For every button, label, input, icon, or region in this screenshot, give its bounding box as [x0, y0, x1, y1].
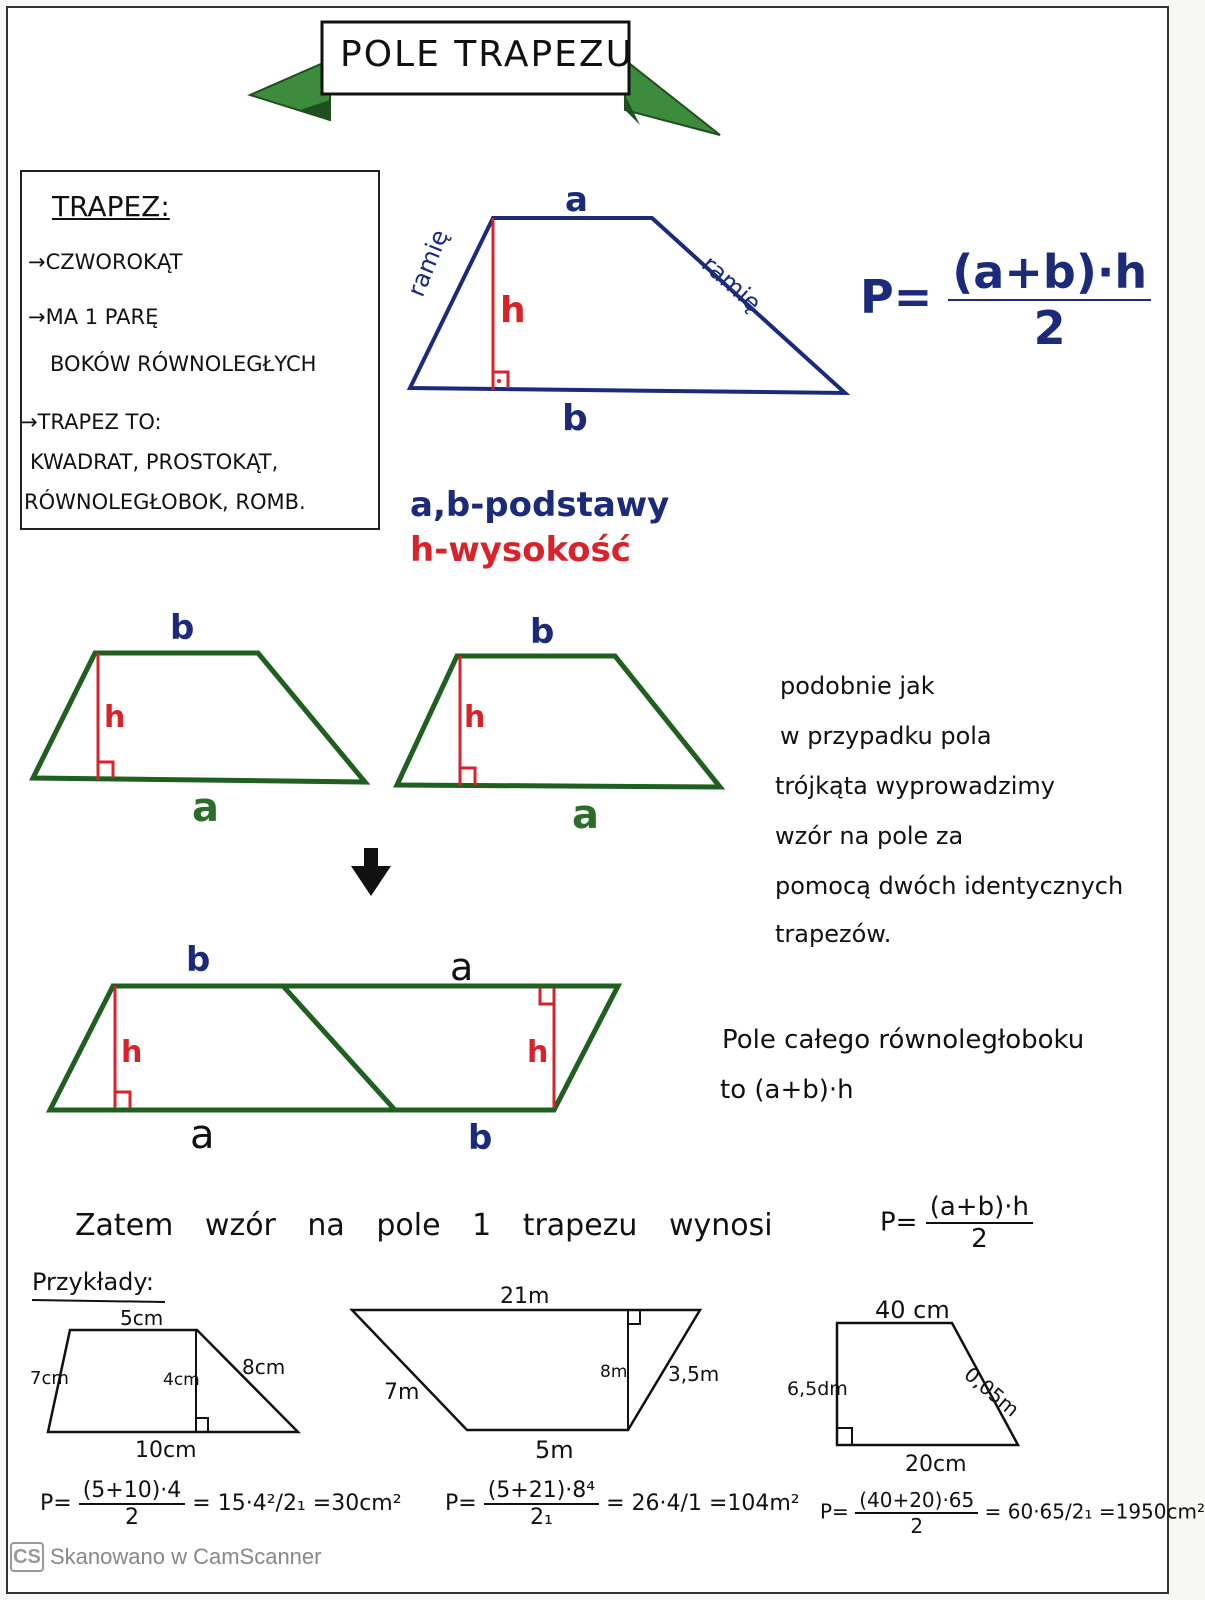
scanner-watermark [10, 1540, 321, 1574]
ex2-step: = 26·4/1 [606, 1491, 702, 1516]
ex1-top-label: 5cm [120, 1306, 164, 1330]
definition-heading: TRAPEZ: [52, 190, 170, 223]
ex3-bottom-label: 20cm [905, 1452, 967, 1477]
pair-right-height-label: h [464, 700, 486, 735]
formula-denominator: 2 [1033, 301, 1066, 355]
ex3-numerator: (40+20)·65 [855, 1488, 978, 1514]
ex1-calculation [40, 1478, 402, 1530]
ex1-left-label: 7cm [30, 1368, 69, 1389]
ex1-calc-lhs: P= [40, 1491, 72, 1516]
pair-right-bottom-label: a [572, 792, 599, 838]
trapezoid-definition-box [20, 170, 380, 530]
formula-lhs: P= [860, 269, 933, 324]
definition-line-2a: →MA 1 PARĘ [28, 305, 159, 329]
ex3-top-label: 40 cm [875, 1296, 950, 1324]
main-trapezoid [410, 218, 845, 393]
ex2-top-label: 21m [500, 1284, 550, 1309]
ex1-step: = 15·4²/2₁ [192, 1491, 306, 1516]
combined-bottom-b-label: b [468, 1118, 493, 1158]
ex1-denominator: 2 [125, 1505, 139, 1530]
ex2-height-label: 8m [600, 1362, 628, 1382]
conclusion-numerator: (a+b)·h [926, 1192, 1033, 1224]
pair-left-bottom-label: a [192, 785, 219, 831]
combined-top-a-label: a [450, 945, 474, 989]
definition-line-5: RÓWNOLEGŁOBOK, ROMB. [24, 490, 306, 514]
main-top-base-label: a [565, 180, 588, 220]
definition-line-1: →CZWOROKĄT [28, 250, 183, 274]
ex3-left-label: 6,5dm [787, 1378, 848, 1400]
ex2-calc-lhs: P= [445, 1491, 477, 1516]
ex3-calculation [820, 1488, 1205, 1538]
examples-heading: Przykłady: [32, 1268, 154, 1296]
combined-left-height-label: h [121, 1035, 143, 1070]
note-parallelogram-line-2: to (a+b)·h [720, 1075, 854, 1105]
ex3-step: = 60·65/2₁ [984, 1499, 1093, 1524]
conclusion-formula-lhs: P= [880, 1207, 918, 1238]
ex3-result: =1950cm² [1098, 1499, 1205, 1524]
combined-bottom-a-label: a [190, 1112, 215, 1158]
ex2-bottom-label: 5m [535, 1436, 574, 1464]
main-height-label: h [500, 290, 526, 331]
pair-left-height-label: h [104, 700, 126, 735]
pair-right-top-label: b [530, 612, 555, 652]
combined-right-height-label: h [527, 1035, 549, 1070]
legend-height: h-wysokość [410, 530, 631, 570]
legend-bases: a,b-podstawy [410, 485, 670, 525]
note-similar-line-6: trapezów. [775, 920, 892, 948]
formula-fraction [948, 245, 1151, 355]
note-similar-line-5: pomocą dwóch identycznych [775, 872, 1124, 900]
main-right-leg-label: ramię [696, 250, 767, 318]
down-arrow-icon [351, 848, 391, 896]
main-left-leg-label: ramię [402, 225, 454, 301]
main-bottom-base-label: b [562, 398, 588, 439]
ex2-right-label: 3,5m [668, 1362, 720, 1386]
area-formula [860, 245, 1151, 355]
definition-line-3: →TRAPEZ TO: [20, 410, 162, 434]
ex2-result: =104m² [708, 1491, 800, 1516]
ex1-result: =30cm² [312, 1491, 402, 1516]
scanner-watermark-text: Skanowano w CamScanner [50, 1544, 322, 1569]
combined-top-b-label: b [186, 940, 211, 980]
conclusion-text: Zatem wzór na pole 1 trapezu wynosi [75, 1208, 773, 1243]
ex3-calc-lhs: P= [820, 1499, 849, 1524]
ex2-left-label: 7m [384, 1380, 420, 1405]
example-2-figure [352, 1310, 700, 1430]
ex2-calculation [445, 1478, 800, 1530]
ex1-fraction [79, 1478, 186, 1530]
ex3-denominator: 2 [910, 1514, 924, 1538]
note-parallelogram-line-1: Pole całego równoległoboku [722, 1025, 1085, 1055]
ex1-numerator: (5+10)·4 [79, 1478, 186, 1505]
ex1-height-label: 4cm [163, 1370, 200, 1390]
ex1-right-label: 8cm [242, 1355, 286, 1379]
page-title: POLE TRAPEZU [340, 34, 634, 75]
ex3-right-label: 0,05m [959, 1362, 1025, 1422]
note-similar-line-4: wzór na pole za [775, 822, 964, 850]
ex2-denominator: 2₁ [529, 1505, 553, 1530]
pair-left-top-label: b [170, 608, 195, 648]
trapezoid-pair [33, 653, 720, 787]
conclusion-formula [880, 1192, 1033, 1254]
definition-line-4: KWADRAT, PROSTOKĄT, [30, 450, 279, 474]
formula-numerator: (a+b)·h [948, 245, 1151, 301]
note-similar-line-2: w przypadku pola [780, 722, 992, 750]
ex3-fraction [855, 1488, 978, 1538]
conclusion-fraction [926, 1192, 1033, 1254]
note-similar-line-3: trójkąta wyprowadzimy [775, 772, 1055, 800]
definition-line-2b: BOKÓW RÓWNOLEGŁYCH [50, 352, 317, 376]
note-similar-line-1: podobnie jak [780, 672, 935, 700]
ex2-numerator: (5+21)·8⁴ [484, 1478, 599, 1505]
ex2-fraction [484, 1478, 599, 1530]
conclusion-denominator: 2 [971, 1224, 988, 1254]
ex1-bottom-label: 10cm [135, 1438, 197, 1463]
examples-underline [32, 1300, 165, 1302]
camscanner-logo-icon: CS [10, 1542, 44, 1572]
